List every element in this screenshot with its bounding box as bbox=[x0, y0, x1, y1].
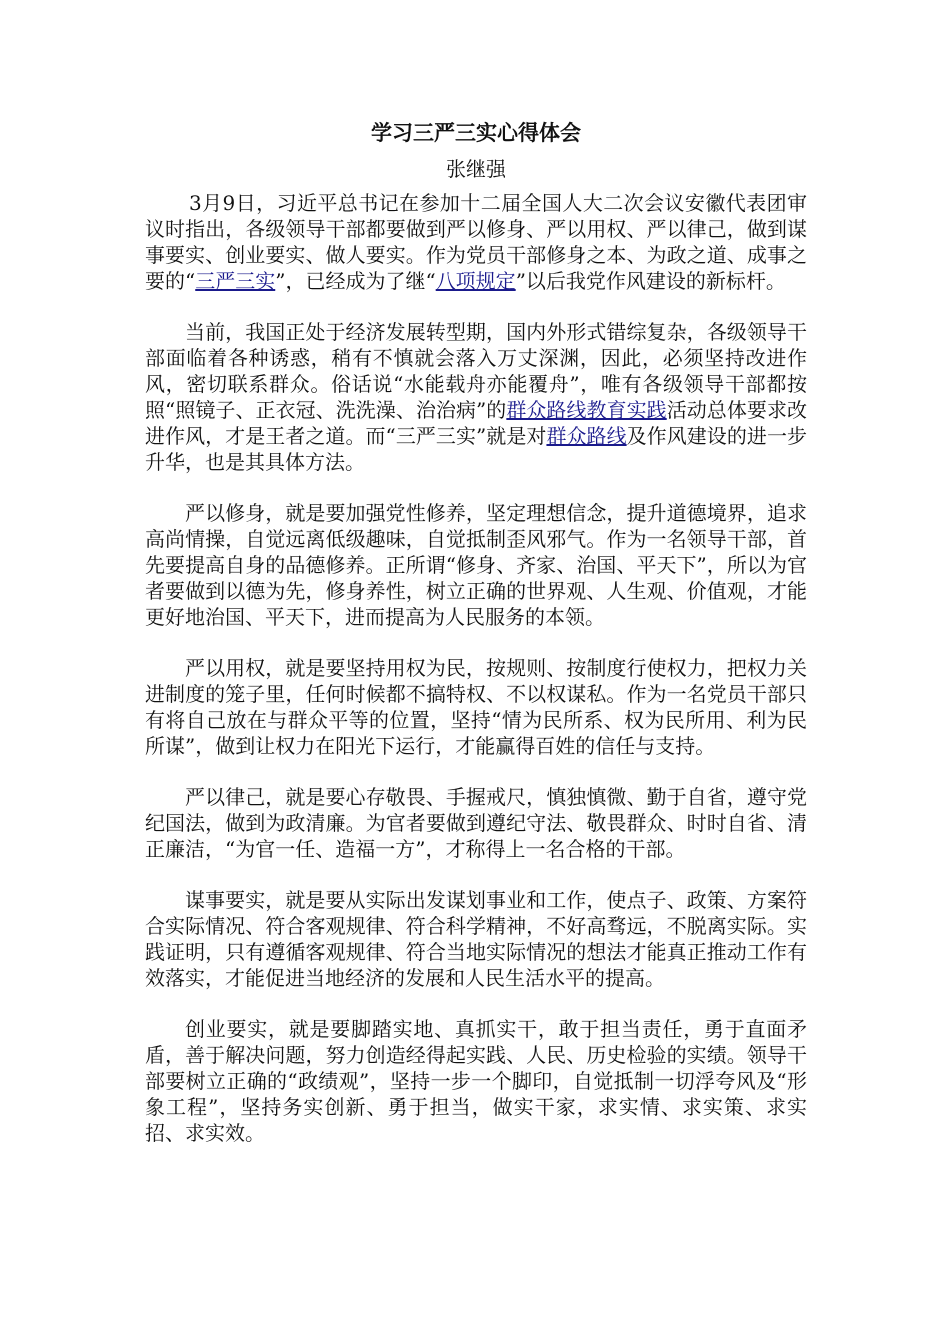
document-body bbox=[145, 118, 807, 1171]
paragraph-2-text-a: 当前，我国正处于经济发展转型期，国内外形式错综复杂，各级领导干部面临着各种诱惑，稍有不慎就会落入万丈深渊，因此，必须坚持改进作风，密切联系群众。俗话说“水能载舟亦能覆舟”，唯有各级领导干部都按照“照镜子、正衣冠、洗洗澡、治治病”的 bbox=[145, 320, 807, 422]
paragraph-2 bbox=[145, 319, 807, 475]
link-qun-zhong-lu-xian[interactable]: 群众路线 bbox=[546, 424, 627, 448]
paragraph-2-text-b: 活动总体要求改进作风，才是王者之道。而“三严三实”就是对 bbox=[145, 398, 807, 448]
document-author: 张继强 bbox=[446, 157, 506, 181]
link-san-yan-san-shi[interactable]: 三严三实 bbox=[195, 269, 276, 293]
link-ba-xiang-gui-ding[interactable]: 八项规定 bbox=[435, 269, 516, 293]
link-qun-zhong-lu-xian-jiao-yu-shi-jian[interactable]: 群众路线教育实践 bbox=[506, 398, 667, 422]
paragraph-7: 创业要实，就是要脚踏实地、真抓实干，敢于担当责任，勇于直面矛盾，善于解决问题，努力创造经得起实践、人民、历史检验的实绩。领导干部要树立正确的“政绩观”，坚持一步一个脚印，自觉抵制一切浮夸风及“形象工程”，坚持务实创新、勇于担当，做实干家，求实情、求实策、求实招、求实效。 bbox=[145, 1017, 807, 1145]
paragraph-1 bbox=[145, 190, 807, 294]
paragraph-3: 严以修身，就是要加强党性修养，坚定理想信念，提升道德境界，追求高尚情操，自觉远离低级趣味，自觉抵制歪风邪气。作为一名领导干部，首先要提高自身的品德修养。正所谓“修身、齐家、治国、平天下”，所以为官者要做到以德为先，修身养性，树立正确的世界观、人生观、价值观，才能更好地治国、平天下，进而提高为人民服务的本领。 bbox=[145, 501, 807, 629]
paragraph-1-text-a: 3月9日，习近平总书记在参加十二届全国人大二次会议安徽代表团审议时指出，各级领导干部都要做到严以修身、严以用权、严以律己，做到谋事要实、创业要实、做人要实。作为党员干部修身之本、为政之道、成事之要的“ bbox=[145, 191, 807, 293]
paragraph-1-text-b: ”，已经成为了继“ bbox=[275, 269, 436, 293]
paragraph-5: 严以律己，就是要心存敬畏、手握戒尺，慎独慎微、勤于自省，遵守党纪国法，做到为政清廉。为官者要做到遵纪守法、敬畏群众、时时自省、清正廉洁，“为官一任、造福一方”，才称得上一名合格的干部。 bbox=[145, 785, 807, 861]
paragraph-4: 严以用权，就是要坚持用权为民，按规则、按制度行使权力，把权力关进制度的笼子里，任何时候都不搞特权、不以权谋私。作为一名党员干部只有将自己放在与群众平等的位置，坚持“情为民所系、权为民所用、利为民所谋”，做到让权力在阳光下运行，才能赢得百姓的信任与支持。 bbox=[145, 656, 807, 758]
paragraph-1-text-c: ”以后我党作风建设的新标杆。 bbox=[515, 269, 786, 293]
paragraph-2-text-c: 及作风建设的进一步升华，也是其具体方法。 bbox=[145, 424, 807, 474]
document-title: 学习三严三实心得体会 bbox=[371, 120, 581, 145]
paragraph-6: 谋事要实，就是要从实际出发谋划事业和工作，使点子、政策、方案符合实际情况、符合客观规律、符合科学精神，不好高骛远，不脱离实际。实践证明，只有遵循客观规律、符合当地实际情况的想法才能真正推动工作有效落实，才能促进当地经济的发展和人民生活水平的提高。 bbox=[145, 888, 807, 990]
